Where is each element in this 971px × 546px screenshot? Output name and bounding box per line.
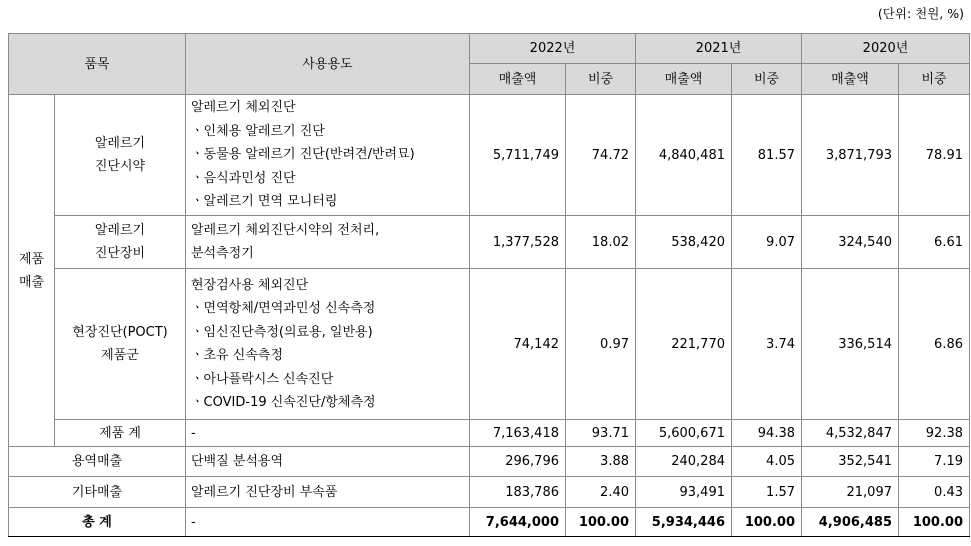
value-cell: 100.00 <box>566 508 636 537</box>
usage-cell: 단백질 분석용역 <box>186 447 470 477</box>
value-cell: 7.19 <box>899 447 970 477</box>
header-sales: 매출액 <box>636 64 732 95</box>
table-row <box>9 95 970 216</box>
table-row <box>9 269 970 420</box>
value-cell: 336,514 <box>802 269 899 420</box>
value-cell: 4,840,481 <box>636 95 732 216</box>
header-sales: 매출액 <box>802 64 899 95</box>
value-cell: 5,711,749 <box>470 95 566 216</box>
value-cell: 6.86 <box>899 269 970 420</box>
usage-cell: - <box>186 420 470 447</box>
value-cell: 74,142 <box>470 269 566 420</box>
value-cell: 324,540 <box>802 216 899 269</box>
usage-cell: 알레르기 진단장비 부속품 <box>186 477 470 508</box>
item-cell: 제품 계 <box>55 420 186 447</box>
item-cell: 용역매출 <box>9 447 186 477</box>
header-ratio: 비중 <box>899 64 970 95</box>
value-cell: 4,532,847 <box>802 420 899 447</box>
value-cell: 93.71 <box>566 420 636 447</box>
unit-note: (단위: 천원, %) <box>877 6 964 21</box>
value-cell: 9.07 <box>732 216 802 269</box>
table-row <box>9 216 970 269</box>
value-cell: 0.97 <box>566 269 636 420</box>
value-cell: 5,934,446 <box>636 508 732 537</box>
value-cell: 78.91 <box>899 95 970 216</box>
value-cell: 4.05 <box>732 447 802 477</box>
value-cell: 100.00 <box>899 508 970 537</box>
value-cell: 18.02 <box>566 216 636 269</box>
value-cell: 1,377,528 <box>470 216 566 269</box>
value-cell: 240,284 <box>636 447 732 477</box>
usage-cell: 알레르기 체외진단 ㆍ인체용 알레르기 진단 ㆍ동물용 알레르기 진단(반려견/반려묘) ㆍ음식과민성 진단 ㆍ알레르기 면역 모니터링 <box>186 95 470 216</box>
value-cell: 93,491 <box>636 477 732 508</box>
value-cell: 296,796 <box>470 447 566 477</box>
value-cell: 4,906,485 <box>802 508 899 537</box>
value-cell: 3.74 <box>732 269 802 420</box>
header-ratio: 비중 <box>732 64 802 95</box>
item-cell: 기타매출 <box>9 477 186 508</box>
value-cell: 538,420 <box>636 216 732 269</box>
value-cell: 3.88 <box>566 447 636 477</box>
usage-cell: 알레르기 체외진단시약의 전처리, 분석측정기 <box>186 216 470 269</box>
item-cell: 총 계 <box>9 508 186 537</box>
sales-table <box>8 33 970 537</box>
value-cell: 92.38 <box>899 420 970 447</box>
header-ratio: 비중 <box>566 64 636 95</box>
value-cell: 74.72 <box>566 95 636 216</box>
value-cell: 81.57 <box>732 95 802 216</box>
value-cell: 183,786 <box>470 477 566 508</box>
value-cell: 94.38 <box>732 420 802 447</box>
value-cell: 6.61 <box>899 216 970 269</box>
header-year-2020: 2020년 <box>802 34 970 64</box>
subtotal-row <box>9 420 970 447</box>
value-cell: 7,163,418 <box>470 420 566 447</box>
total-row <box>9 508 970 537</box>
usage-cell: - <box>186 508 470 537</box>
header-item: 품목 <box>9 34 186 95</box>
table-row <box>9 477 970 508</box>
value-cell: 7,644,000 <box>470 508 566 537</box>
value-cell: 5,600,671 <box>636 420 732 447</box>
item-cell: 알레르기 진단장비 <box>55 216 186 269</box>
value-cell: 0.43 <box>899 477 970 508</box>
value-cell: 21,097 <box>802 477 899 508</box>
table-row <box>9 447 970 477</box>
group-label-product-sales: 제품 매출 <box>9 95 55 447</box>
item-cell: 현장진단(POCT) 제품군 <box>55 269 186 420</box>
header-year-2022: 2022년 <box>470 34 636 64</box>
header-row-years <box>9 34 970 64</box>
header-usage: 사용용도 <box>186 34 470 95</box>
value-cell: 3,871,793 <box>802 95 899 216</box>
value-cell: 1.57 <box>732 477 802 508</box>
value-cell: 221,770 <box>636 269 732 420</box>
item-cell: 알레르기 진단시약 <box>55 95 186 216</box>
usage-cell: 현장검사용 체외진단 ㆍ면역항체/면역과민성 신속측정 ㆍ임신진단측정(의료용, 일반용) ㆍ초유 신속측정 ㆍ아나플락시스 신속진단 ㆍCOVID-19 신속진단/항체측정 <box>186 269 470 420</box>
value-cell: 352,541 <box>802 447 899 477</box>
value-cell: 2.40 <box>566 477 636 508</box>
header-sales: 매출액 <box>470 64 566 95</box>
value-cell: 100.00 <box>732 508 802 537</box>
header-year-2021: 2021년 <box>636 34 802 64</box>
